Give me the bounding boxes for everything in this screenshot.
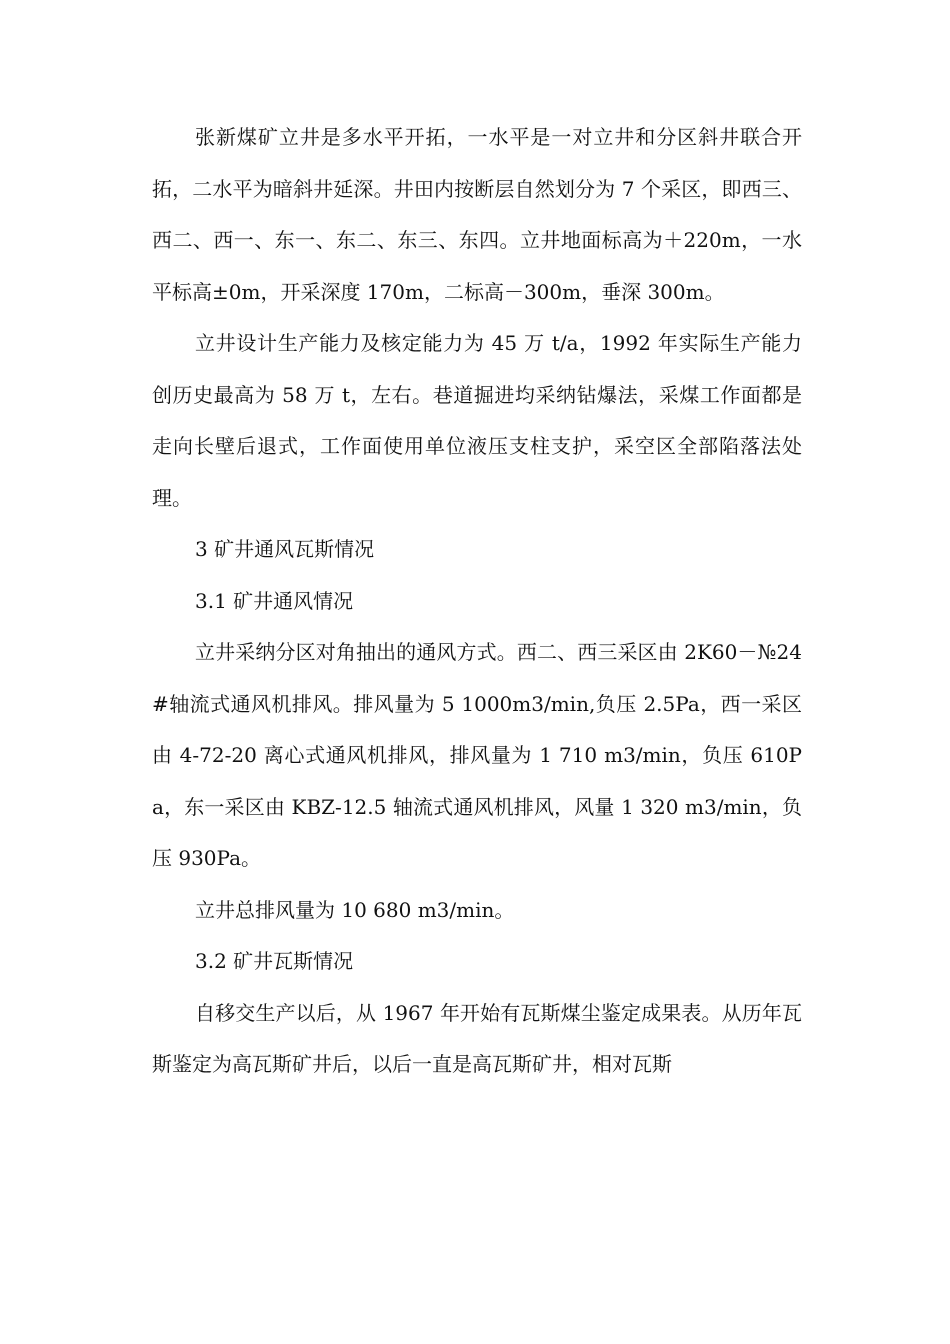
subsection-heading-ventilation: 3.1 矿井通风情况 [195, 588, 354, 613]
paragraph-total-exhaust: 立井总排风量为 10 680 m3/min。 [195, 897, 515, 922]
subsection-heading-gas: 3.2 矿井瓦斯情况 [195, 949, 354, 973]
paragraph-mining-overview: 张新煤矿立井是多水平开拓，一水平是一对立井和分区斜井联合开拓，二水平为暗斜井延深。井田内按断层自然划分为 7 个采区，即西三、西二、西一、东一、东二、东三、东四。立井地面标高为＋220m，一水平标高±0m，开采深度 170m，二标高－300m，垂深 300m。 [152, 125, 802, 304]
paragraph-ventilation-details: 立井采纳分区对角抽出的通风方式。西二、西三采区由 2K60－№24#轴流式通风机排风。排风量为 5 1000m3/min,负压 2.5Pa，西一采区由 4-72-20 离心式通风机排风，排风量为 1 710 m3/min，负压 610Pa，东一采区由 KBZ-12.5 轴流式通风机排风，风量 1 320 m3/min，负压 930Pa。 [152, 640, 802, 870]
paragraph-gas-history: 自移交生产以后，从 1967 年开始有瓦斯煤尘鉴定成果表。从历年瓦斯鉴定为高瓦斯矿井后，以后一直是高瓦斯矿井，相对瓦斯 [152, 1000, 802, 1076]
paragraph-production-capacity: 立井设计生产能力及核定能力为 45 万 t/a，1992 年实际生产能力创历史最高为 58 万 t，左右。巷道掘进均采纳钻爆法，采煤工作面都是走向长壁后退式，工作面使用单位液压支柱支护，采空区全部陷落法处理。 [152, 331, 802, 510]
section-heading-ventilation-gas: 3 矿井通风瓦斯情况 [195, 537, 375, 561]
document-body [152, 112, 802, 1091]
